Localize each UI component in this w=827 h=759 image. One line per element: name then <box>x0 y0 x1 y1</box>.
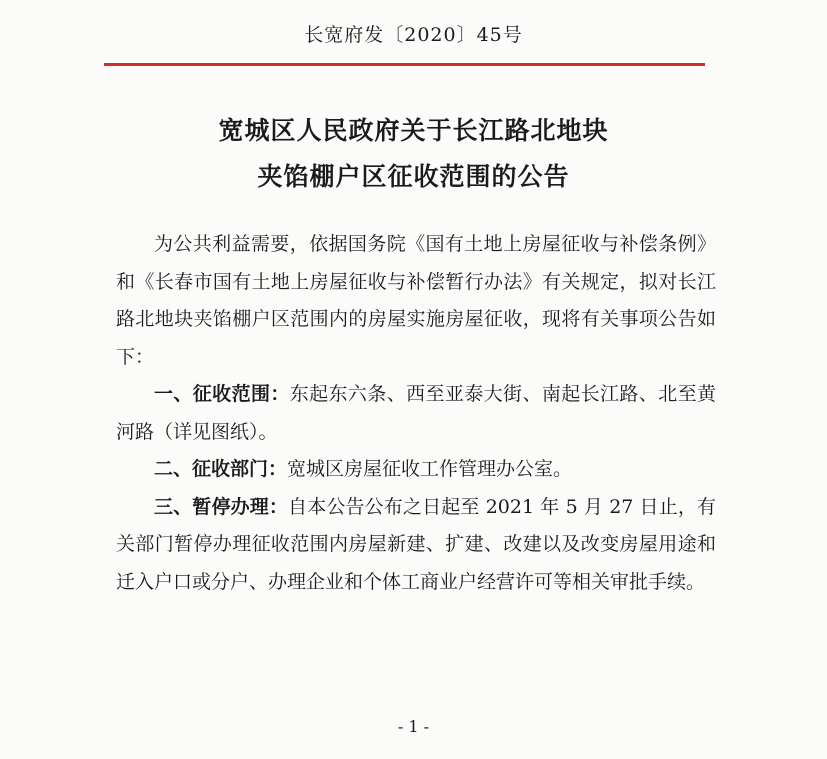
item-department-label: 二、征收部门： <box>154 458 288 480</box>
header-red-rule <box>104 63 705 66</box>
item-suspension-label: 三、暂停办理： <box>154 495 289 518</box>
item-suspension <box>116 489 716 602</box>
intro-paragraph: 为公共利益需要，依据国务院《国有土地上房屋征收与补偿条例》和《长春市国有土地上房屋征收与补偿暂行办法》有关规定，拟对长江路北地块夹馅棚户区范围内的房屋实施房屋征收，现将有关事项公告如下： <box>116 233 716 368</box>
item-scope-text: 东起东六条、西至亚泰大街、南起长江路、北至黄河路（详见图纸）。 <box>116 383 716 443</box>
page-number: - 1 - <box>397 717 430 736</box>
item-department-text: 宽城区房屋征收工作管理办公室。 <box>287 458 573 480</box>
item-scope <box>116 376 716 451</box>
document-number: 长宽府发〔2020〕45号 <box>304 24 523 46</box>
title-line-1: 宽城区人民政府关于长江路北地块 <box>218 116 609 145</box>
item-scope-label: 一、征收范围： <box>154 383 290 405</box>
item-department <box>116 451 716 489</box>
title-line-2: 夹馅棚户区征收范围的公告 <box>257 162 570 191</box>
document-body <box>116 226 716 601</box>
item-suspension-text: 自本公告公布之日起至 2021 年 5 月 27 日止，有关部门暂停办理征收范围内房屋新建、扩建、改建以及改变房屋用途和迁入户口或分户、办理企业和个体工商业户经营许可等相关审批手续。 <box>116 495 716 593</box>
document-title <box>0 108 827 200</box>
